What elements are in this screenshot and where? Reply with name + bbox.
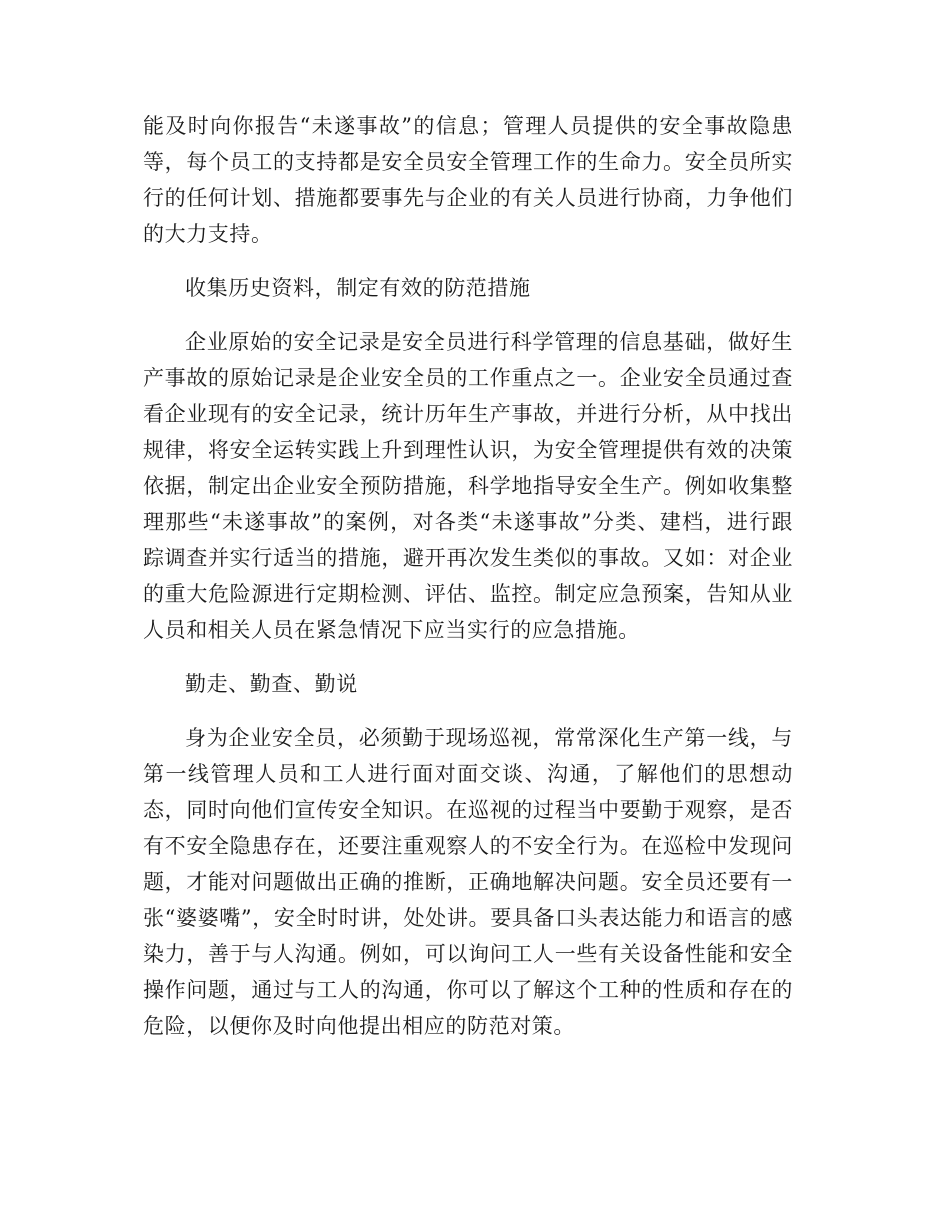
paragraph-continuation: 能及时向你报告“未遂事故”的信息；管理人员提供的安全事故隐患等，每个员工的支持都是安全员安全管理工作的生命力。安全员所实行的任何计划、措施都要事先与企业的有关人员进行协商，力争他们的大力支持。 [143, 114, 793, 246]
paragraph-history-records: 企业原始的安全记录是安全员进行科学管理的信息基础，做好生产事故的原始记录是企业安全员的工作重点之一。企业安全员通过查看企业现有的安全记录，统计历年生产事故，并进行分析，从中找出规律，将安全运转实践上升到理性认识，为安全管理提供有效的决策依据，制定出企业安全预防措施，科学地指导安全生产。例如收集整理那些“未遂事故”的案例，对各类“未遂事故”分类、建档，进行跟踪调查并实行适当的措施，避开再次发生类似的事故。又如：对企业的重大危险源进行定期检测、评估、监控。制定应急预案，告知从业人员和相关人员在紧急情况下应当实行的应急措施。 [143, 330, 793, 642]
section-heading-diligence: 勤走、勤查、勤说 [185, 672, 358, 696]
paragraph-site-inspection: 身为企业安全员，必须勤于现场巡视，常常深化生产第一线，与第一线管理人员和工人进行面对面交谈、沟通，了解他们的思想动态，同时向他们宣传安全知识。在巡视的过程当中要勤于观察，是否有不安全隐患存在，还要注重观察人的不安全行为。在巡检中发现问题，才能对问题做出正确的推断，正确地解决问题。安全员还要有一张“婆婆嘴”，安全时时讲，处处讲。要具备口头表达能力和语言的感染力，善于与人沟通。例如，可以询问工人一些有关设备性能和安全操作问题，通过与工人的沟通，你可以了解这个工种的性质和存在的危险，以便你及时向他提出相应的防范对策。 [143, 726, 793, 1038]
document-page [143, 108, 793, 1044]
section-heading-history: 收集历史资料，制定有效的防范措施 [185, 276, 531, 300]
